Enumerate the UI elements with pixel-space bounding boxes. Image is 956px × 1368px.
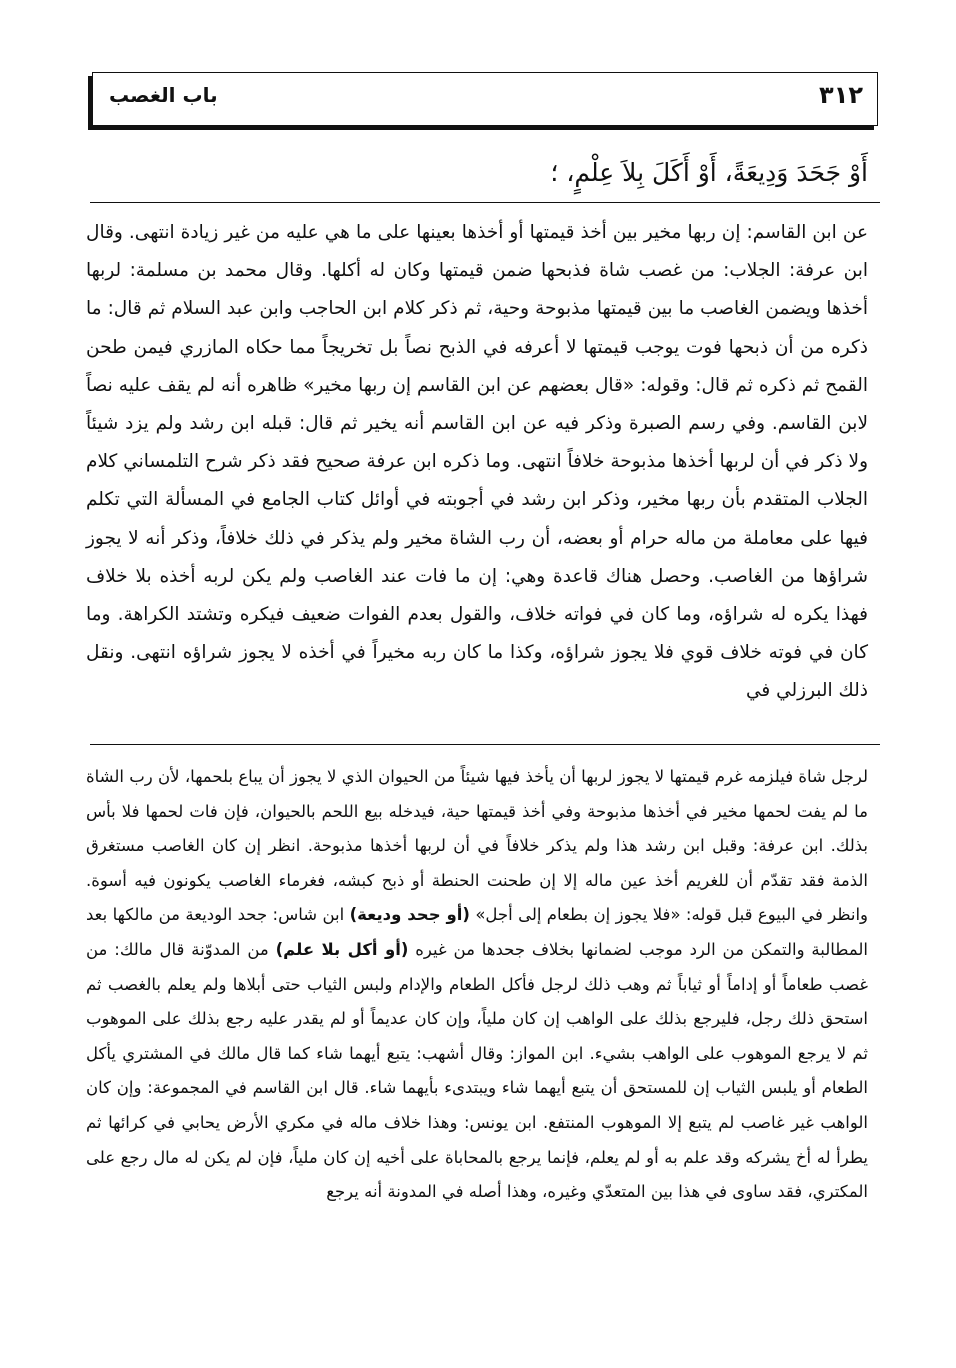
- footnote-text-part-3: من المدوّنة قال مالك: من غصب طعاماً أو إداماً أو ثياباً ثم وهب ذلك لرجل فأكل الطعام والإدام ولبس الثياب حتى أبلاها ولم يعلم بالغصب ثم استحق ذلك رجل، فليرجع بذلك على الواهب إن كان ملياً، وإن كان عديماً أو لم يقدر عليه رجع بذلك على الموهوب ثم لا يرجع الموهوب على الواهب بشيء. ابن المواز: وقال أشهب: يتبع أيهما شاء كما قال مالك في المشتري يأكل الطعام أو يلبس الثياب إن للمستحق أن يتبع أيهما شاء ويبتدىء بأيهما شاء. قال ابن القاسم في المجموعة: وإن كان الواهب غير غاصب لم يتبع إلا الموهوب المنتفع. ابن يونس: وهذا خلاف ماله في مكري الأرض يحابي في كرائها ثم يطرأ له أخ يشركه وقد علم به أو لم يعلم، فإنما يرجع بالمحاباة على أخيه إن كان ملياً، فإن لم يكن له مال رجع على المكتري، فقد ساوى في هذا بين المتعدّي وغيره، وهذا أصله في المدونة أنه يرجع: [86, 939, 868, 1202]
- footnote-body: [86, 760, 868, 1210]
- footnote-divider: [90, 744, 880, 745]
- footnote-text-part-1: لرجل شاة فيلزمه غرم قيمتها لا يجوز لربها أن يأخذ فيها شيئاً من الحيوان الذي لا يجوز أن يباع بلحمها، لأن رب الشاة ما لم يفت لحمها مخير في أخذها مذبوحة وفي أخذ قيمتها حية، فيدخله بيع اللحم بالحيوان، فإن فات لحمها فلا بأس بذلك. ابن عرفة: وقبل ابن رشد هذا ولم يذكر خلافاً في أن لربها أخذها مذبوحة. انظر إن كان الغاصب مستغرق الذمة فقد تقدّم أن للغريم أخذ عين ماله إلا إن طحنت الحنطة أو ذبح كبشه، فغرماء الغاصب يكونون فيه أسوة. وانظر في البيوع قبل قوله: «فلا يجوز إن بطعام إلى أجل»: [86, 767, 869, 925]
- page-number: ٣١٢: [819, 81, 863, 109]
- top-divider: [90, 202, 880, 203]
- page-header: [92, 72, 878, 126]
- footnote-text-part-2: ابن شاس: جحد الوديعة من مالكها بعد المطالبة والتمكن من الرد موجب لضمانها بخلاف جحدها من غيره: [86, 905, 868, 959]
- chapter-title: باب الغصب: [109, 83, 218, 107]
- footnote-quote-jahd-wadia: (أو جحد وديعة): [349, 905, 470, 925]
- footnote-quote-akl-bila-ilm: (أو أكل بلا علم): [275, 939, 409, 959]
- matn-verse-line: أَوْ جَحَدَ وَدِيعَةً، أَوْ أَكَلَ بِلاَ عِلْمٍ، ؛: [550, 158, 868, 187]
- commentary-body: عن ابن القاسم: إن ربها مخير بين أخذ قيمتها أو أخذها بعينها على ما هي عليه من غير زيادة انتهى. وقال ابن عرفة: الجلاب: من غصب شاة فذبحها ضمن قيمتها وكان له أكلها. وقال محمد بن مسلمة: لربها أخذها ويضمن الغاصب ما بين قيمتها مذبوحة وحية، ثم ذكر كلام ابن الحاجب وابن عبد السلام ثم قال: ما ذكره من أن ذبحها فوت يوجب قيمتها لا أعرفه في الذبح نصاً بل تخريجاً مما حكاه المازري فيمن طحن القمح ثم ذكره ثم قال: وقوله: «قال بعضهم عن ابن القاسم إن ربها مخير» ظاهره أنه لم يقف عليه نصاً لابن القاسم. وفي رسم الصبرة وذكر فيه عن ابن القاسم أنه يخير ثم قال: قبله ابن رشد ولم يزد شيئاً ولا ذكر في أن لربها أخذها مذبوحة خلافاً انتهى. وما ذكره ابن عرفة صحيح فقد ذكر شرح التلمساني كلام الجلاب المتقدم بأن ربها مخير، وذكر ابن رشد في أجوبته في أوائل كتاب الجامع في المسألة التي تكلم فيها على معاملة من ماله حرام أو بعضه، أن رب الشاة مخير ولم يذكر في ذلك خلافاً، وذكر أنه لا يجوز شراؤها من الغاصب. وحصل هناك قاعدة وهي: إن ما فات عند الغاصب ولم يكن لربه أخذه بلا خلاف فهذا يكره له شراؤه، وما كان في فواته خلاف، والقول بعدم الفوات ضعيف فيكره وتشتد الكراهة. وما كان في فوته خلاف قوي فلا يجوز شراؤه، وكذا ما كان ربه مخيراً في أخذه لا يجوز شراؤه انتهى. ونقل ذلك البرزلي في: [86, 222, 868, 702]
